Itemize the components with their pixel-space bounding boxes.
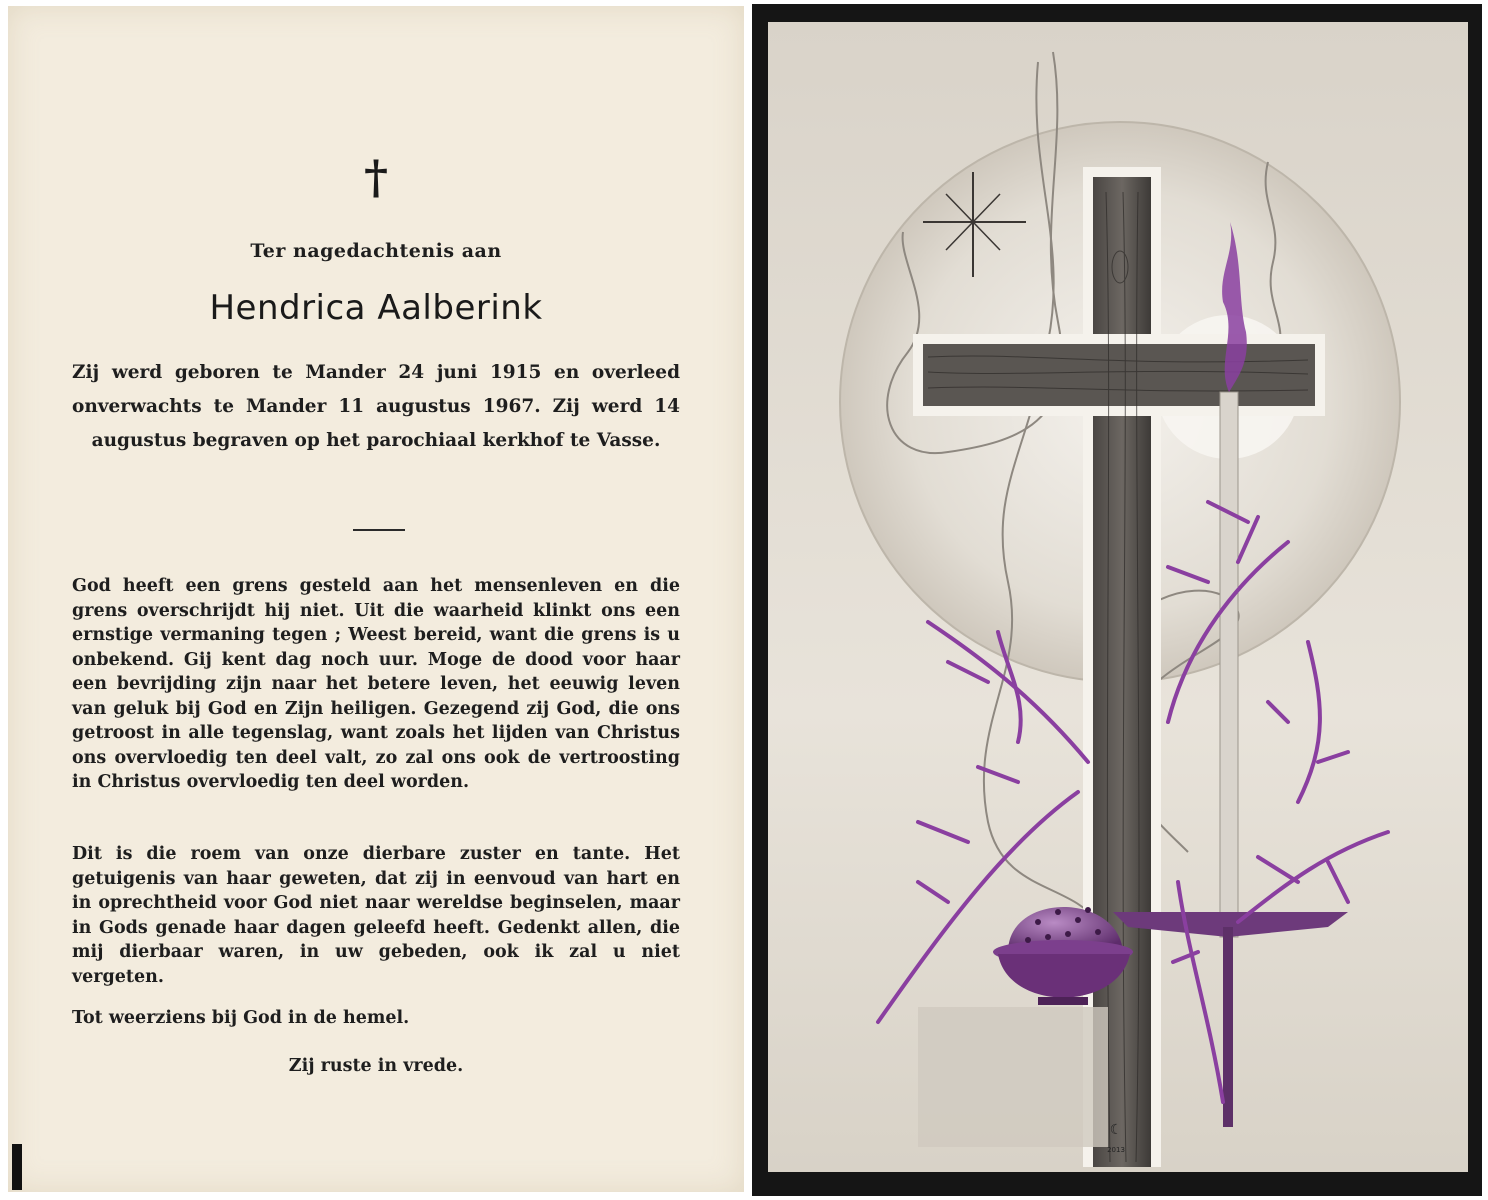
stone-ledge (918, 1007, 1108, 1147)
biography-text: Zij werd geboren te Mander 24 juni 1915 en overleed onverwachts te Mander 11 augustus 1967. Zij werd 14 augustus begraven op het parochiaal kerkhof te Vasse. (72, 362, 680, 451)
memorial-card-text-page (8, 6, 744, 1192)
print-number: 2013 (1107, 1146, 1125, 1154)
deceased-name: Hendrica Aalberink (209, 288, 543, 328)
cross-candle-illustration (768, 22, 1468, 1172)
farewell-line: Tot weerziens bij God in de hemel. (72, 1008, 410, 1028)
rest-in-peace-line: Zij ruste in vrede. (288, 1056, 464, 1076)
section-divider (353, 529, 405, 531)
prayer-paragraph-2: Dit is die roem van onze dierbare zuster en tante. Het getuigenis van haar geweten, dat zij in eenvoud van hart en in oprechtheid voor God niet naar wereldse beginselen, maar in Gods genade haar dagen geleefd heeft. Gedenkt allen, die mij dierbaar waren, in uw gebeden, ook ik zal u niet vergeten. (72, 844, 680, 987)
publisher-mark-icon: ☾ (1109, 1122, 1123, 1138)
cross-icon: † (363, 150, 389, 204)
prayer-paragraph-1: God heeft een grens gesteld aan het mensenleven en die grens overschrijdt hij niet. Uit die waarheid klinkt ons een ernstige vermaning tegen ; Weest bereid, want die grens is u onbekend. Gij kent dag noch uur. Moge de dood voor haar een bevrijding zijn naar het betere leven, het eeuwig leven van geluk bij God en Zijn heiligen. Gezegend zij God, die ons getroost in alle tegenslag, want zoals het lijden van Christus ons overvloedig ten deel valt, zo zal ons ook de vertroosting in Christus overvloedig ten deel worden. (72, 576, 680, 792)
illustration-svg (768, 22, 1468, 1172)
edge-mark (12, 1144, 22, 1190)
memorial-heading: Ter nagedachtenis aan (250, 240, 502, 262)
